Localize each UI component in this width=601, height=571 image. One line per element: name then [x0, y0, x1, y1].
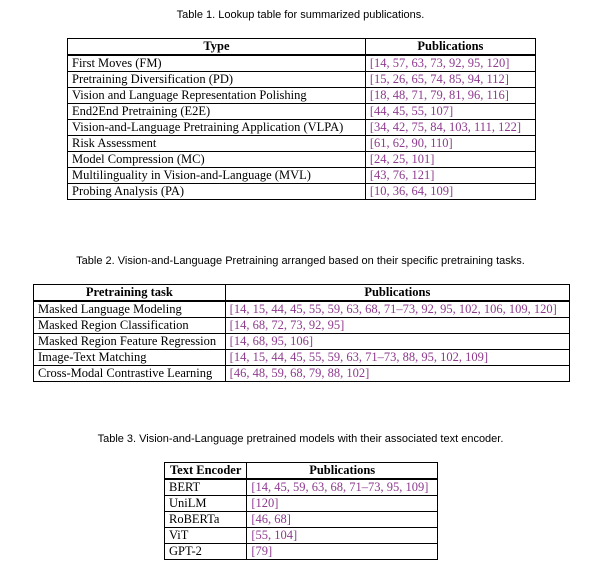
citation-link[interactable]: [14, 68, 72, 73, 92, 95] — [225, 318, 569, 334]
citation-link[interactable]: [46, 48, 59, 68, 79, 88, 102] — [225, 366, 569, 382]
type-cell: Risk Assessment — [68, 136, 366, 152]
citation-link[interactable]: [120] — [247, 496, 438, 512]
column-header-text-encoder: Text Encoder — [165, 463, 247, 480]
citation-link[interactable]: [79] — [247, 544, 438, 560]
citation-link[interactable]: [43, 76, 121] — [365, 168, 535, 184]
citation-link[interactable]: [24, 25, 101] — [365, 152, 535, 168]
task-cell: Masked Language Modeling — [34, 301, 226, 318]
citation-link[interactable]: [14, 45, 59, 63, 68, 71–73, 95, 109] — [247, 479, 438, 496]
table-3-caption: Table 3. Vision-and-Language pretrained models with their associated text encoder. — [97, 433, 504, 445]
encoder-cell: RoBERTa — [165, 512, 247, 528]
type-cell: First Moves (FM) — [68, 55, 366, 72]
table-row — [68, 104, 536, 120]
table-row — [165, 479, 438, 496]
encoder-cell: GPT-2 — [165, 544, 247, 560]
encoder-cell: ViT — [165, 528, 247, 544]
column-header-publications: Publications — [247, 463, 438, 480]
type-cell: End2End Pretraining (E2E) — [68, 104, 366, 120]
citation-link[interactable]: [18, 48, 71, 79, 81, 96, 116] — [365, 88, 535, 104]
text-encoder-table — [164, 462, 438, 560]
table-row — [68, 136, 536, 152]
type-cell: Multilinguality in Vision-and-Language (MVL) — [68, 168, 366, 184]
table-1-caption: Table 1. Lookup table for summarized publications. — [176, 9, 425, 21]
column-header-type: Type — [68, 39, 366, 56]
table-row — [165, 544, 438, 560]
table-2-caption: Table 2. Vision-and-Language Pretraining arranged based on their specific pretraining tasks. — [76, 255, 525, 267]
type-cell: Probing Analysis (PA) — [68, 184, 366, 200]
type-cell: Vision and Language Representation Polishing — [68, 88, 366, 104]
table-row — [165, 496, 438, 512]
citation-link[interactable]: [15, 26, 65, 74, 85, 94, 112] — [365, 72, 535, 88]
table-row — [34, 334, 570, 350]
table-row — [165, 528, 438, 544]
pretraining-task-table — [33, 284, 570, 382]
citation-link[interactable]: [10, 36, 64, 109] — [365, 184, 535, 200]
type-cell: Pretraining Diversification (PD) — [68, 72, 366, 88]
type-cell: Model Compression (MC) — [68, 152, 366, 168]
encoder-cell: BERT — [165, 479, 247, 496]
task-cell: Image-Text Matching — [34, 350, 226, 366]
table-row — [68, 152, 536, 168]
table-row — [68, 88, 536, 104]
citation-link[interactable]: [61, 62, 90, 110] — [365, 136, 535, 152]
table-row — [34, 318, 570, 334]
type-cell: Vision-and-Language Pretraining Application (VLPA) — [68, 120, 366, 136]
citation-link[interactable]: [14, 68, 95, 106] — [225, 334, 569, 350]
citation-link[interactable]: [44, 45, 55, 107] — [365, 104, 535, 120]
citation-link[interactable]: [14, 57, 63, 73, 92, 95, 120] — [365, 55, 535, 72]
table-row — [34, 366, 570, 382]
task-cell: Masked Region Classification — [34, 318, 226, 334]
table-row — [165, 512, 438, 528]
citation-link[interactable]: [34, 42, 75, 84, 103, 111, 122] — [365, 120, 535, 136]
table-row — [34, 301, 570, 318]
table-row — [68, 72, 536, 88]
table-row — [68, 168, 536, 184]
encoder-cell: UniLM — [165, 496, 247, 512]
citation-link[interactable]: [55, 104] — [247, 528, 438, 544]
table-row — [34, 350, 570, 366]
task-cell: Cross-Modal Contrastive Learning — [34, 366, 226, 382]
citation-link[interactable]: [46, 68] — [247, 512, 438, 528]
column-header-publications: Publications — [365, 39, 535, 56]
table-row — [68, 184, 536, 200]
task-cell: Masked Region Feature Regression — [34, 334, 226, 350]
table-row — [68, 55, 536, 72]
citation-link[interactable]: [14, 15, 44, 45, 55, 59, 63, 68, 71–73, 92, 95, 102, 106, 109, 120] — [225, 301, 569, 318]
citation-link[interactable]: [14, 15, 44, 45, 55, 59, 63, 71–73, 88, 95, 102, 109] — [225, 350, 569, 366]
lookup-table — [67, 38, 536, 200]
column-header-pretraining-task: Pretraining task — [34, 285, 226, 302]
column-header-publications: Publications — [225, 285, 569, 302]
table-row — [68, 120, 536, 136]
